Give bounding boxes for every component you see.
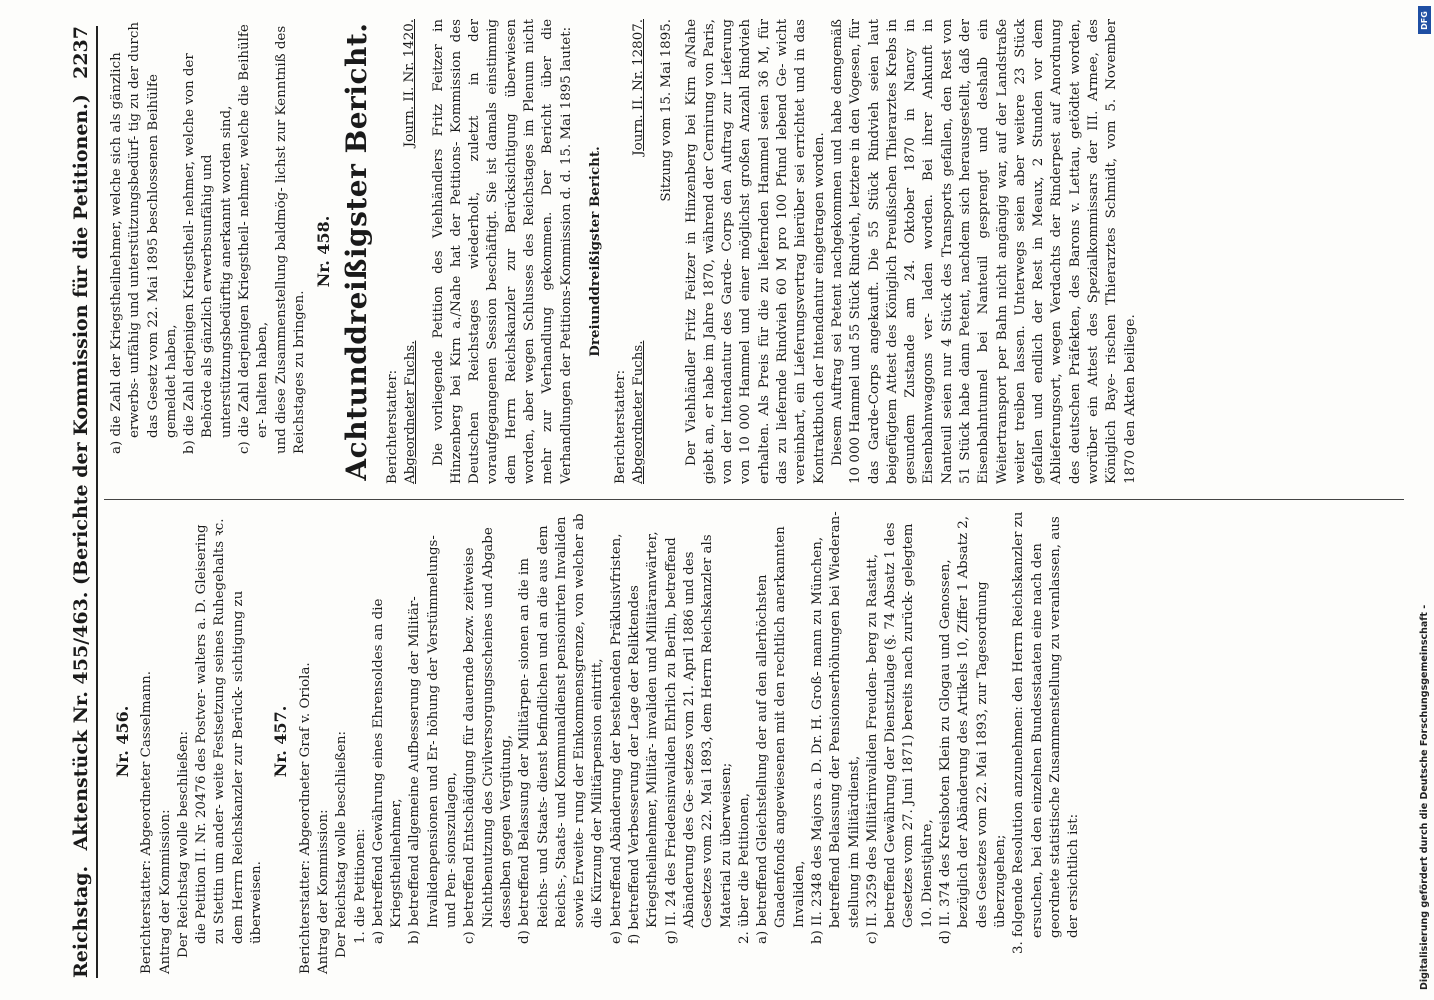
petition-item-f: f) betreffend Verbesserung der Lage der Reliktendes Kriegstheilnehmer, Militär- invaliden und Militäranwärter, — [627, 531, 661, 944]
reporter-457: Berichterstatter: Abgeordneter Graf v. Oriola. — [297, 662, 313, 974]
paragraph-intro: Die vorliegende Petition des Viehhändlers Fritz Feitzer in Hinzenberg bei Kirn a./Nahe hat der Petitions- Kommission des Deutschen Reichstages wiederholt, zuletzt in der voraufgegangenen Session beschäftigt. Sie ist damals einstimmig dem Herrn Reichskanzler zur Berücksichtigung überwiesen worden, aber wegen Schlusses des Reichstages im Plenum nicht mehr zur Verhandlung gekommen. Der Bericht über die Verhandlungen der Petitions-Kommission d. d. 15. Mai 1895 lautet: — [430, 19, 574, 484]
reporter-block-2 — [612, 19, 648, 484]
journal-number-2: Journ. II. Nr. 12807. — [630, 19, 646, 156]
reporter-label-1: Berichterstatter: — [384, 369, 400, 484]
statistic-closing: und diese Zusammenstellung baldmög- lichst zur Kenntniß des Reichstages zu bringen. — [273, 25, 307, 454]
reporter-label-2: Berichterstatter: — [613, 369, 629, 484]
reporter-name-1: Abgeordneter Fuchs. — [402, 340, 418, 484]
section-number-456: Nr. 456. — [113, 705, 132, 778]
petition-item-2a: a) betreffend Gleichstellung der auf den allerhöchsten Gnadenfonds angewiesenen mit den rechtlich anerkannten Invaliden, — [755, 526, 807, 944]
digitization-credit: Digitalisierung gefördert durch die Deutsche Forschungsgemeinschaft - — [1419, 604, 1430, 990]
paragraph-delivery-account: Diesem Auftrag sei Petent nachgekommen und habe demgemäß 10 000 Hammel und 55 Stück Rindvieh, letztere in den Vogesen, für das Garde-Corps angekauft. Die 55 Stück Rindvieh seien laut beigefügtem Attest des Königlich Preußischen Thierarztes Krebs in gesundem Zustande am 24. Oktober 1870 in Nancy in Eisenbahnwaggons ver- laden worden. Bei ihrer Ankunft in Nanteuil seien nur 4 Stück des Transports gefallen, den Rest von 51 Stück habe dann Petent, nachdem sich herausgestellt, daß der Eisenbahntunnel bei Nanteuil gesprengt und deshalb ein Weitertransport per Bahn nicht angängig war, auf der Landstraße weiter treiben lassen. Unterwegs seien aber weitere 23 Stück gefallen und endlich der Rest in Meaux, 2 Stunden vor dem Ablieferungsort, wegen Verdachts der Rinderpest auf Anordnung des deutschen Präfekten, des Barons v. Lettau, getödtet worden, worüber ein Attest des Spezialkommissars der III. Armee, des Königlich Baye- rischen Thierarztes Schmidt, vom 5. November 1870 den Akten beiliege. — [829, 19, 1138, 484]
petition-item-2d: d) II. 374 des Kreisboten Klein zu Glogau und Genossen, bezüglich der Abänderung des Artikels 10, Ziffer 1 Absatz 2, des Gesetzes vom 22. Mai 1893, zur Tagesordnung überzugehen; — [938, 515, 1008, 944]
journal-number-1: Journ. II. Nr. 1420. — [402, 19, 418, 148]
report-title: Achtunddreißigster Bericht. — [339, 22, 373, 481]
paragraph-petition-claim: Der Viehhändler Fritz Feitzer in Hinzenberg bei Kirn a/Nahe giebt an, er habe im Jahre 1870, während der Cernirung von Paris, von der Intendantur des Garde- Corps den Auftrag zur Lieferung von 10 000 Hammel und einer möglichst großen Anzahl Rindvieh erhalten. Als Preis für die zu liefernden Hammel seien 36 M, für das zu liefernde Rindvieh 60 M pro 100 Pfund lebend Ge- wicht vereinbart, ein Lieferungsvertrag hierüber sei errichtet und in das Kontraktbuch der Intendantur eingetragen worden. — [683, 19, 827, 484]
petition-item-d: d) betreffend Belassung der Militärpen- sionen an die im Reichs- und Staats- dienst befindlichen und an die aus dem Reichs-, Staats- und Kommunaldienst pensionirten Invaliden sowie Erweite- rung der Einkommensgrenze, von welcher ab die Kürzung der Militärpension eintritt, — [517, 513, 606, 944]
motion-label-456: Antrag der Kommission: — [157, 809, 173, 974]
petition-item-b: b) betreffend allgemeine Aufbesserung der Militär-Invalidenpensionen und Er- höhung der Verstümmelungs- und Pen- sionszulagen, — [407, 535, 460, 944]
section-number-458: Nr. 458. — [314, 215, 334, 288]
resolution-intro-457: Der Reichstag wolle beschließen: — [334, 730, 350, 958]
header-center: Aktenstück Nr. 455/463. (Berichte der Kommission für die Petitionen.) — [70, 94, 92, 851]
resolution-intro-456: Der Reichstag wolle beschließen: — [175, 730, 191, 958]
running-head — [62, 26, 92, 978]
right-column — [108, 19, 1140, 484]
header-rule — [96, 26, 98, 978]
reporter-block-1 — [384, 19, 420, 484]
section-number-457: Nr. 457. — [271, 705, 291, 778]
petition-item-2b: b) II. 2348 des Majors a. D. Dr. H. Groß- mann zu München, betreffend Belassung der Pensionserhöhungen bei Wiederan- stellung im Militärdienst, — [809, 511, 862, 944]
petition-item-c: c) betreffend Entschädigung für dauernde bezw. zeitweise Nichtbenutzung des Civilversorgungsscheines und Abgabe desselben gegen Vergütung, — [462, 527, 514, 944]
petition-item-e: e) betreffend Abänderung der bestehenden Präklusivfristen, — [608, 533, 624, 944]
page-number: 2237 — [70, 26, 92, 79]
reporter-name-2: Abgeordneter Fuchs. — [631, 340, 647, 484]
statistic-item-b: b) die Zahl derjenigen Kriegstheil- nehmer, welche von der Behörde als gänzlich erwerbsunfähig und unterstützungsbedürftig anerkannt worden sind, — [182, 53, 234, 454]
reporter-456: Berichterstatter: Abgeordneter Casselmann. — [139, 670, 155, 974]
header-left: Reichstag. — [70, 865, 92, 978]
statistic-item-c: c) die Zahl derjenigen Kriegstheil- nehmer, welche die Beihülfe er- halten haben, — [237, 24, 271, 454]
column-divider — [104, 499, 1404, 500]
statistic-item-a: a) die Zahl der Kriegstheilnehmer, welche sich als gänzlich erwerbs- unfähig und unterstützungsbedürf- tig zu der durch das Gesetz vom 22. Mai 1895 beschlossenen Beihülfe gemeldet haben, — [109, 22, 179, 454]
dfg-logo: DFG — [1418, 6, 1431, 34]
quoted-report-title: Dreiunddreißigster Bericht. — [586, 146, 603, 357]
petition-item-a: a) betreffend Gewährung eines Ehrensoldes an die Kriegstheilnehmer, — [370, 598, 405, 944]
petitions-heading-1: 1. die Petitionen: — [352, 828, 368, 944]
resolution-text-456: die Petition II. Nr. 20476 des Postver- walters a. D. Gleisering zu Stettin um ander- weite Festsetzung seines Ruhegehalts ꝛc. dem Herrn Reichskanzler zur Berück- sichtigung zu überweisen. — [194, 518, 265, 944]
petitions-heading-2: 2. über die Petitionen, — [736, 793, 752, 944]
motion-label-457: Antrag der Kommission: — [315, 809, 331, 974]
resolution-item-3: 3. folgende Resolution anzunehmen: den Herrn Reichskanzler zu ersuchen, bei den einzelnen Bundesstaaten eine nach den geordnete statistische Zusammenstellung zu veranlassen, aus der ersichtlich ist: — [1011, 511, 1082, 954]
session-date: Sitzung vom 15. Mai 1895. — [659, 19, 675, 202]
left-column — [108, 509, 1083, 974]
petition-item-g: g) II. 24 des Friedensinvaliden Ehrlich zu Berlin, betreffend Abänderung des Ge- setzes vom 21. April 1886 und des Gesetzes vom 22. Mai 1893, dem Herrn Reichskanzler als Material zu überweisen; — [663, 534, 734, 944]
petition-item-2c: c) II. 3259 des Militärinvaliden Freuden- berg zu Rastatt, betreffend Gewährung der Dienstzulage (§. 74 Absatz 1 des Gesetzes vom 27. Juni 1871) bereits nach zurück- gelegtem 10. Dienstjahre, — [864, 522, 935, 944]
